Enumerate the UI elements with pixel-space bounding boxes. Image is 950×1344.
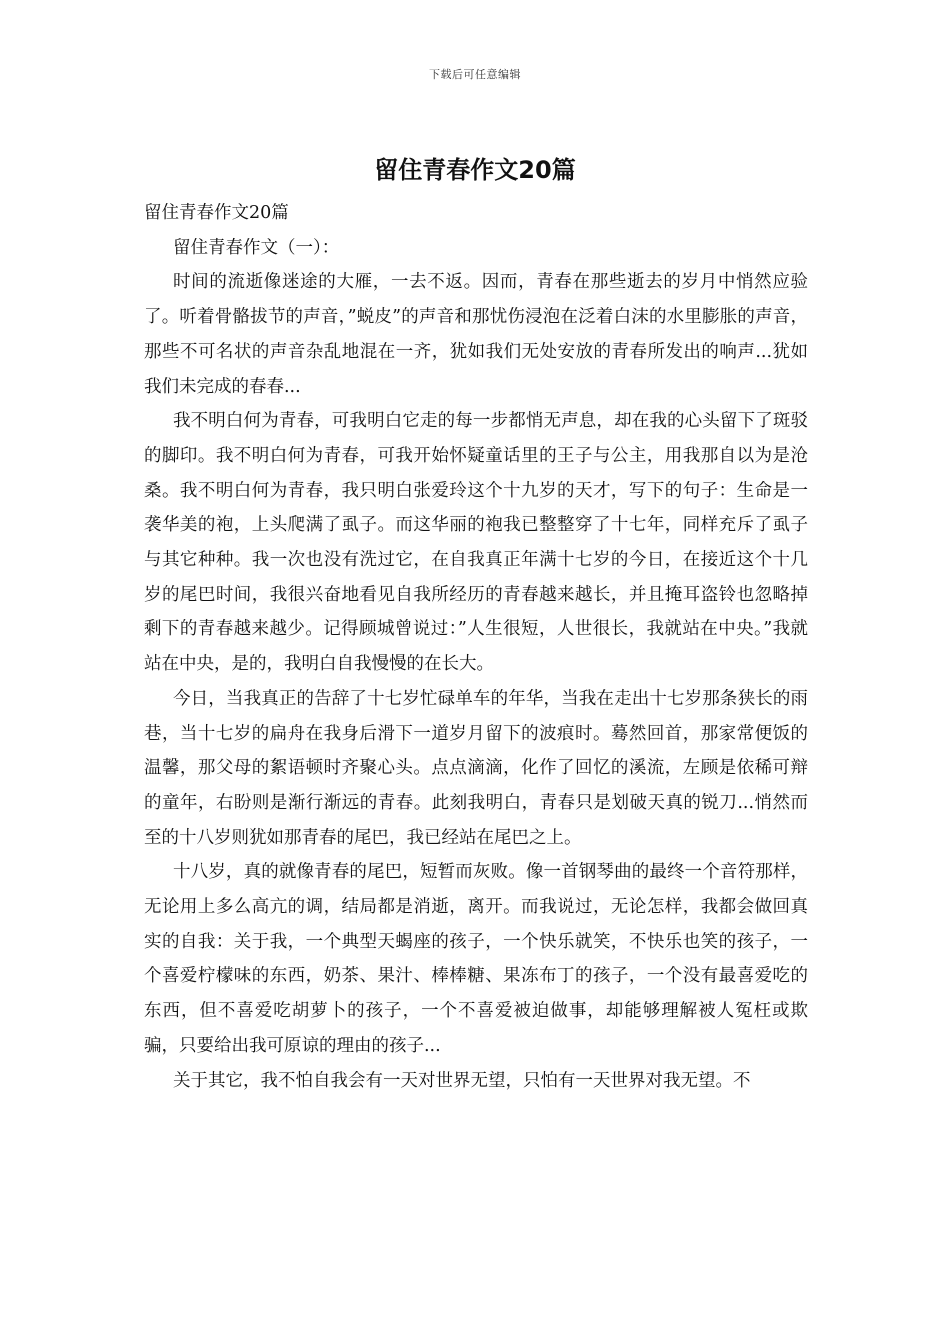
paragraph-5: 关于其它，我不怕自我会有一天对世界无望，只怕有一天世界对我无望。不 [173,1070,751,1091]
paragraph-3: 今日，当我真正的告辞了十七岁忙碌单车的年华，当我在走出十七岁那条狭长的雨巷，当十七岁的扁舟在我身后滑下一道岁月留下的波痕时。蓦然回首，那家常便饭的温馨，那父母的絮语顿时齐聚心头。点点滴滴，化作了回忆的溪流，左顾是依稀可辩的童年，右盼则是渐行渐远的青春。此刻我明白，青春只是划破天真的锐刀...悄然而至的十八岁则犹如那青春的尾巴，我已经站在尾巴之上。 [144,688,808,848]
section-heading: 留住青春作文（一）： [173,237,340,258]
header-note: 下载后可任意编辑 [429,68,521,81]
document-title: 留住青春作文20篇 [374,156,576,184]
paragraph-4: 十八岁，真的就像青春的尾巴，短暂而灰败。像一首钢琴曲的最终一个音符那样，无论用上多么高亢的调，结局都是消逝，离开。而我说过，无论怎样，我都会做回真实的自我：关于我，一个典型天蝎座的孩子，一个快乐就笑，不快乐也笑的孩子，一个喜爱柠檬味的东西，奶茶、果汁、棒棒糖、果冻布丁的孩子，一个没有最喜爱吃的东西，但不喜爱吃胡萝卜的孩子，一个不喜爱被迫做事，却能够理解被人冤枉或欺骗，只要给出我可原谅的理由的孩子... [144,862,808,1056]
paragraph-1: 时间的流逝像迷途的大雁，一去不返。因而，青春在那些逝去的岁月中悄然应验了。听着骨骼拔节的声音，”蜕皮”的声音和那忧伤浸泡在泛着白沫的水里膨胀的声音，那些不可名状的声音杂乱地混在一齐，犹如我们无处安放的青春所发出的响声...犹如我们未完成的春春... [144,272,808,397]
document-subtitle: 留住青春作文20篇 [144,203,289,223]
paragraph-2: 我不明白何为青春，可我明白它走的每一步都悄无声息，却在我的心头留下了斑驳的脚印。我不明白何为青春，可我开始怀疑童话里的王子与公主，用我那自以为是沧桑。我不明白何为青春，我只明白张爱玲这个十九岁的天才，写下的句子：生命是一袭华美的袍，上头爬满了虱子。而这华丽的袍我已整整穿了十七年，同样充斥了虱子与其它种种。我一次也没有洗过它，在自我真正年满十七岁的今日，在接近这个十几岁的尾巴时间，我很兴奋地看见自我所经历的青春越来越长，并且掩耳盗铃也忽略掉剩下的青春越来越少。记得顾城曾说过：”人生很短，人世很长，我就站在中央。”我就站在中央，是的，我明白自我慢慢的在长大。 [144,411,808,675]
document-body [144,196,808,1098]
